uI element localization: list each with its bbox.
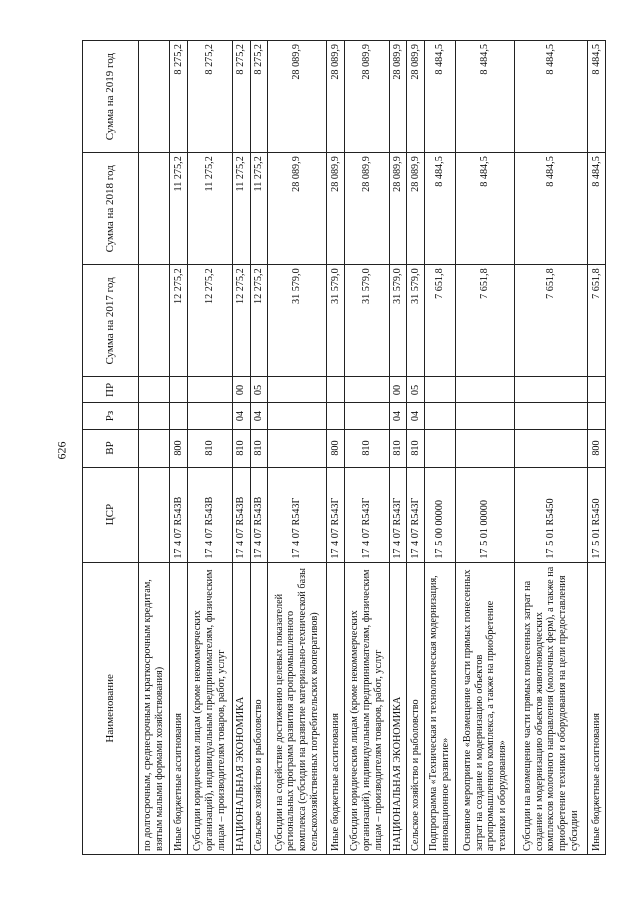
cell-sum-2018: 11 275,2 — [250, 153, 267, 265]
cell-name: Сельское хозяйство и рыболовство — [250, 562, 267, 854]
rotated-table-frame — [82, 40, 606, 855]
header-sum-2019: Сумма на 2019 год — [83, 41, 139, 153]
cell-sum-2017: 31 579,0 — [327, 265, 344, 377]
cell-sum-2017: 31 579,0 — [389, 265, 406, 377]
table-row — [187, 41, 232, 855]
cell-sum-2017: 31 579,0 — [344, 265, 389, 377]
cell-vr: 800 — [170, 429, 187, 467]
cell-sum-2019: 8 484,5 — [588, 41, 606, 153]
cell-sum-2017: 12 275,2 — [187, 265, 232, 377]
cell-name: Иные бюджетные ассигнования — [170, 562, 187, 854]
budget-table — [82, 40, 606, 855]
cell-pr — [588, 377, 606, 403]
cell-vr: 810 — [344, 429, 389, 467]
cell-sum-2019: 28 089,9 — [407, 41, 424, 153]
cell-name: НАЦИОНАЛЬНАЯ ЭКОНОМИКА — [233, 562, 250, 854]
cell-pr: 05 — [250, 377, 267, 403]
cell-pr — [515, 377, 588, 403]
cell-sum-2018: 8 484,5 — [424, 153, 455, 265]
cell-csr: 17 4 07 R543Г — [344, 467, 389, 562]
table-row — [139, 41, 170, 855]
header-pr: ПР — [83, 377, 139, 403]
cell-vr — [139, 429, 170, 467]
cell-sum-2018: 8 484,5 — [456, 153, 515, 265]
cell-sum-2018: 11 275,2 — [233, 153, 250, 265]
cell-vr: 810 — [233, 429, 250, 467]
cell-csr: 17 4 07 R543В — [233, 467, 250, 562]
cell-vr: 810 — [250, 429, 267, 467]
page-number: 626 — [54, 441, 69, 460]
cell-csr: 17 4 07 R543Г — [327, 467, 344, 562]
table-row — [424, 41, 455, 855]
table-row — [170, 41, 187, 855]
cell-sum-2017: 31 579,0 — [267, 265, 326, 377]
table-row — [588, 41, 606, 855]
cell-rz — [187, 403, 232, 429]
cell-rz: 04 — [250, 403, 267, 429]
cell-vr: 810 — [407, 429, 424, 467]
cell-sum-2019: 8 484,5 — [456, 41, 515, 153]
cell-pr — [456, 377, 515, 403]
cell-sum-2019: 8 484,5 — [515, 41, 588, 153]
table-body — [139, 41, 606, 855]
cell-sum-2017: 7 651,8 — [588, 265, 606, 377]
header-row — [83, 41, 139, 855]
cell-sum-2017: 12 275,2 — [233, 265, 250, 377]
cell-name: Основное мероприятие «Возмещение части прямых понесенных затрат на создание и модернизацию объектов агропромышленного комплекса, а также на приобретение техники и оборудования» — [456, 562, 515, 854]
cell-csr: 17 4 07 R543В — [187, 467, 232, 562]
cell-name: Подпрограмма «Техническая и технологическая модернизация, инновационное развитие» — [424, 562, 455, 854]
cell-rz — [588, 403, 606, 429]
cell-sum-2018: 28 089,9 — [267, 153, 326, 265]
cell-rz — [424, 403, 455, 429]
header-sum-2018: Сумма на 2018 год — [83, 153, 139, 265]
cell-vr — [424, 429, 455, 467]
header-csr: ЦСР — [83, 467, 139, 562]
cell-pr — [424, 377, 455, 403]
cell-name: Субсидии юридическим лицам (кроме некоммерческих организаций), индивидуальным предпринимателям, физическим лицам – производителям товаров, работ, услуг — [344, 562, 389, 854]
cell-rz — [515, 403, 588, 429]
cell-sum-2018: 28 089,9 — [344, 153, 389, 265]
cell-sum-2018: 8 484,5 — [515, 153, 588, 265]
cell-sum-2017: 7 651,8 — [424, 265, 455, 377]
cell-sum-2018: 28 089,9 — [327, 153, 344, 265]
cell-vr — [267, 429, 326, 467]
cell-name: Иные бюджетные ассигнования — [588, 562, 606, 854]
table-row — [344, 41, 389, 855]
table-row — [327, 41, 344, 855]
header-name: Наименование — [83, 562, 139, 854]
cell-rz — [267, 403, 326, 429]
cell-pr — [267, 377, 326, 403]
cell-sum-2018: 11 275,2 — [170, 153, 187, 265]
cell-name: Сельское хозяйство и рыболовство — [407, 562, 424, 854]
cell-name: Субсидии на возмещение части прямых понесенных затрат на создание и модернизацию объектов животноводческих комплексов молочного направления (молочных ферм), а также на приобретение техники и оборудования на цели предоставления субсидии — [515, 562, 588, 854]
cell-sum-2017: 7 651,8 — [515, 265, 588, 377]
cell-pr — [327, 377, 344, 403]
cell-name: Иные бюджетные ассигнования — [327, 562, 344, 854]
table-row — [250, 41, 267, 855]
cell-vr: 800 — [327, 429, 344, 467]
cell-sum-2019: 28 089,9 — [389, 41, 406, 153]
cell-sum-2017: 12 275,2 — [170, 265, 187, 377]
header-sum-2017: Сумма на 2017 год — [83, 265, 139, 377]
cell-csr: 17 4 07 R543В — [250, 467, 267, 562]
cell-vr — [515, 429, 588, 467]
cell-pr — [170, 377, 187, 403]
cell-sum-2018 — [139, 153, 170, 265]
cell-name: Субсидии юридическим лицам (кроме некоммерческих организаций), индивидуальным предпринимателям, физическим лицам – производителям товаров, работ, услуг — [187, 562, 232, 854]
cell-csr: 17 5 01 R5450 — [515, 467, 588, 562]
cell-csr: 17 4 07 R543Г — [267, 467, 326, 562]
cell-pr — [344, 377, 389, 403]
cell-pr — [187, 377, 232, 403]
cell-rz — [344, 403, 389, 429]
cell-rz: 04 — [389, 403, 406, 429]
cell-rz: 04 — [233, 403, 250, 429]
cell-rz — [139, 403, 170, 429]
cell-vr: 800 — [588, 429, 606, 467]
cell-rz — [327, 403, 344, 429]
table-row — [389, 41, 406, 855]
cell-csr: 17 5 01 R5450 — [588, 467, 606, 562]
cell-csr: 17 5 00 00000 — [424, 467, 455, 562]
table-row — [515, 41, 588, 855]
cell-sum-2017: 7 651,8 — [456, 265, 515, 377]
cell-sum-2018: 28 089,9 — [407, 153, 424, 265]
cell-sum-2019: 8 275,2 — [170, 41, 187, 153]
cell-pr — [139, 377, 170, 403]
cell-csr: 17 4 07 R543Г — [389, 467, 406, 562]
cell-vr — [456, 429, 515, 467]
cell-rz — [456, 403, 515, 429]
cell-sum-2019: 28 089,9 — [267, 41, 326, 153]
cell-rz — [170, 403, 187, 429]
cell-pr: 05 — [407, 377, 424, 403]
table-row — [267, 41, 326, 855]
header-rz: Рз — [83, 403, 139, 429]
cell-name: Субсидии на содействие достижению целевых показателей региональных программ развития агропромышленного комплекса (субсидии на развитие материально-технической базы сельскохозяйственных потребительских кооперативов) — [267, 562, 326, 854]
header-vr: ВР — [83, 429, 139, 467]
cell-csr: 17 4 07 R543В — [170, 467, 187, 562]
cell-name: НАЦИОНАЛЬНАЯ ЭКОНОМИКА — [389, 562, 406, 854]
cell-sum-2019: 8 275,2 — [250, 41, 267, 153]
cell-csr: 17 4 07 R543Г — [407, 467, 424, 562]
cell-sum-2017: 31 579,0 — [407, 265, 424, 377]
cell-vr: 810 — [187, 429, 232, 467]
cell-sum-2018: 11 275,2 — [187, 153, 232, 265]
cell-sum-2019: 28 089,9 — [344, 41, 389, 153]
table-row — [456, 41, 515, 855]
cell-pr: 00 — [389, 377, 406, 403]
cell-vr: 810 — [389, 429, 406, 467]
cell-sum-2017 — [139, 265, 170, 377]
cell-sum-2019: 8 275,2 — [187, 41, 232, 153]
table-row — [233, 41, 250, 855]
cell-rz: 04 — [407, 403, 424, 429]
cell-csr — [139, 467, 170, 562]
cell-sum-2019: 8 484,5 — [424, 41, 455, 153]
cell-sum-2017: 12 275,2 — [250, 265, 267, 377]
rotated-table-content — [82, 40, 606, 855]
cell-sum-2019: 28 089,9 — [327, 41, 344, 153]
cell-pr: 00 — [233, 377, 250, 403]
cell-sum-2019: 8 275,2 — [233, 41, 250, 153]
cell-name: по долгосрочным, среднесрочным и краткосрочным кредитам, взятым малыми формами хозяйствования) — [139, 562, 170, 854]
cell-sum-2018: 8 484,5 — [588, 153, 606, 265]
cell-sum-2019 — [139, 41, 170, 153]
cell-csr: 17 5 01 00000 — [456, 467, 515, 562]
cell-sum-2018: 28 089,9 — [389, 153, 406, 265]
table-row — [407, 41, 424, 855]
